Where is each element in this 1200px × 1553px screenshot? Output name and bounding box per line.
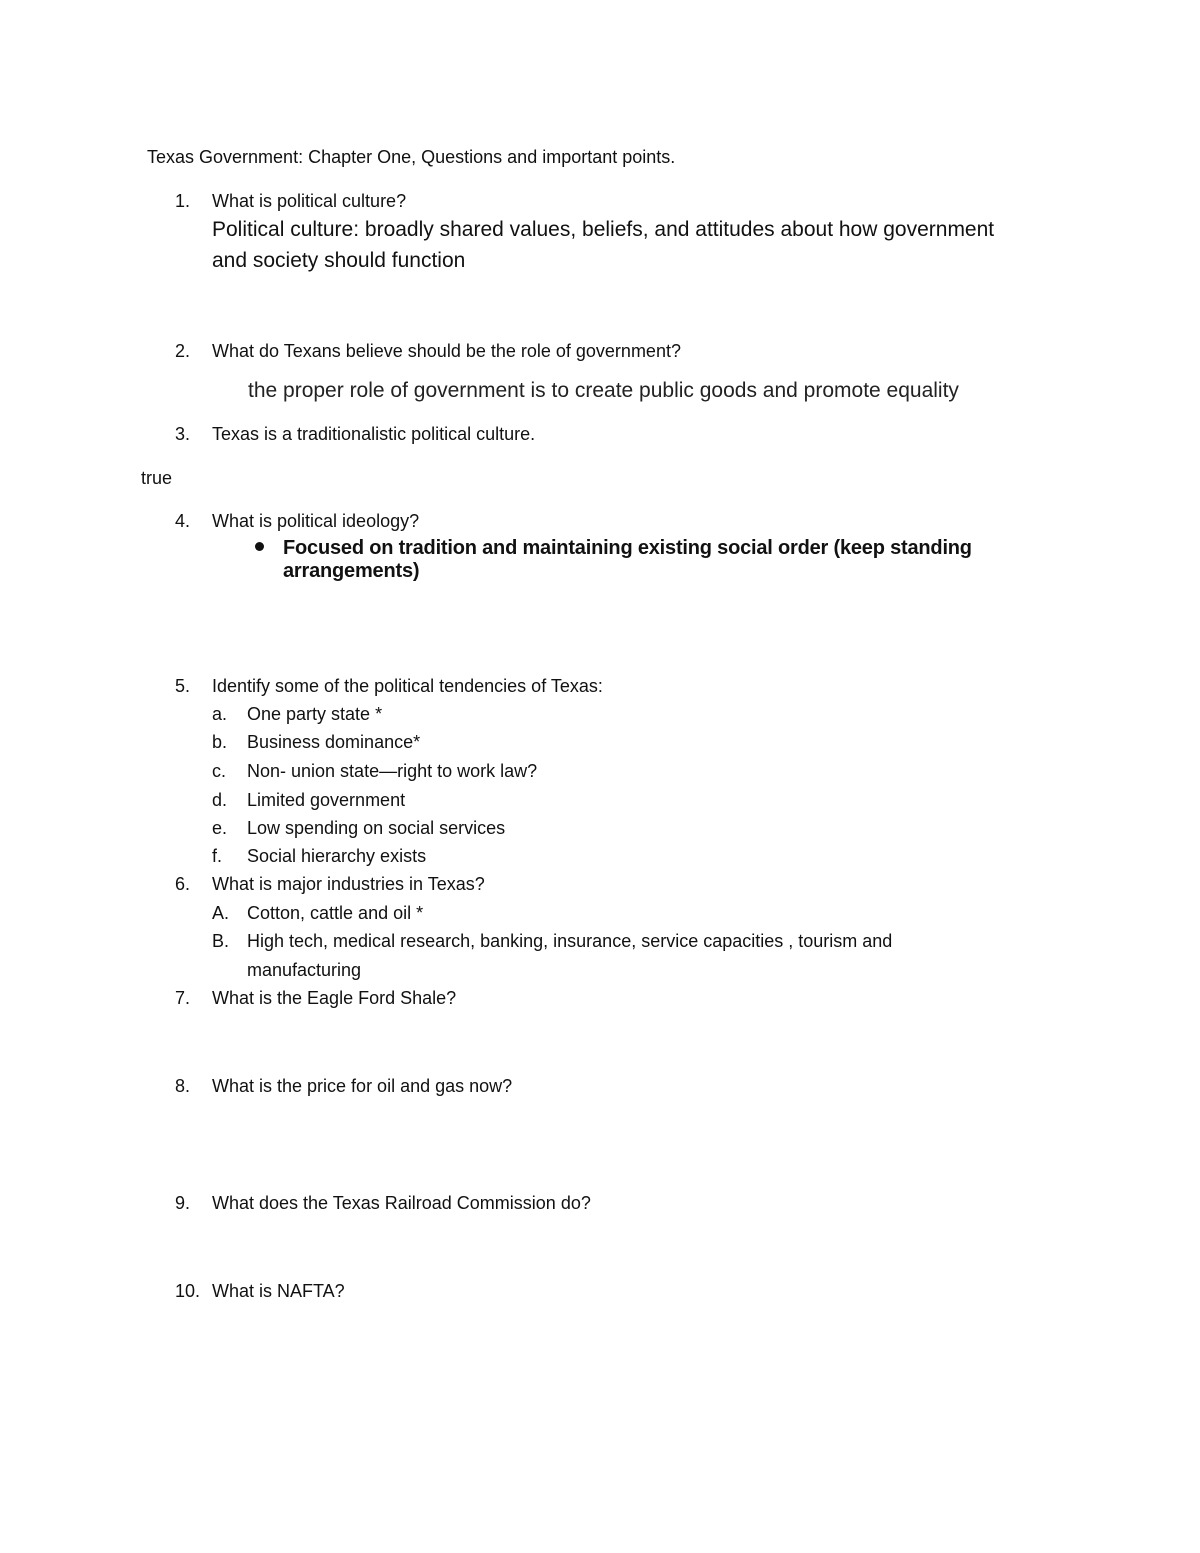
document-title: Texas Government: Chapter One, Questions and important points. — [147, 147, 676, 167]
question-1-answer-line-1: Political culture: broadly shared values, beliefs, and attitudes about how government — [212, 218, 995, 241]
question-7-text: What is the Eagle Ford Shale? — [212, 988, 457, 1008]
list-item-marker: f. — [212, 846, 223, 866]
question-2-answer: the proper role of government is to create public goods and promote equality — [248, 379, 959, 402]
list-item-marker: a. — [212, 704, 228, 724]
question-10-text: What is NAFTA? — [212, 1281, 345, 1301]
question-5-text: Identify some of the political tendencies of Texas: — [212, 676, 603, 696]
question-4-text: What is political ideology? — [212, 511, 420, 531]
list-item-marker: d. — [212, 790, 228, 810]
question-1-answer-line-2: and society should function — [212, 249, 466, 272]
question-2-text: What do Texans believe should be the role of government? — [212, 341, 681, 361]
question-4-number: 4. — [175, 511, 191, 531]
question-5-number: 5. — [175, 676, 191, 696]
list-item-continuation: manufacturing — [247, 960, 362, 980]
list-item-marker: b. — [212, 732, 228, 752]
question-3-number: 3. — [175, 424, 191, 444]
list-item: Business dominance* — [247, 732, 421, 752]
list-item-marker: B. — [212, 931, 230, 951]
question-8-text: What is the price for oil and gas now? — [212, 1076, 513, 1096]
question-7-number: 7. — [175, 988, 191, 1008]
question-4-answer-line-1: Focused on tradition and maintaining existing social order (keep standing — [283, 537, 972, 559]
list-item: Cotton, cattle and oil * — [247, 903, 424, 923]
list-item-marker: A. — [212, 903, 230, 923]
question-6-text: What is major industries in Texas? — [212, 874, 485, 894]
question-4-answer-line-2: arrangements) — [283, 560, 420, 582]
question-10-number: 10. — [175, 1281, 201, 1301]
list-item: Non- union state—right to work law? — [247, 761, 538, 781]
question-8-number: 8. — [175, 1076, 191, 1096]
list-item-marker: c. — [212, 761, 227, 781]
question-9-number: 9. — [175, 1193, 191, 1213]
question-1-number: 1. — [175, 191, 191, 211]
question-2-number: 2. — [175, 341, 191, 361]
list-item-marker: e. — [212, 818, 228, 838]
bullet-dot — [255, 542, 264, 551]
list-item: Limited government — [247, 790, 406, 810]
list-item: High tech, medical research, banking, insurance, service capacities , tourism and — [247, 931, 893, 951]
question-3-text: Texas is a traditionalistic political culture. — [212, 424, 536, 444]
question-6-number: 6. — [175, 874, 191, 894]
list-item: One party state * — [247, 704, 383, 724]
list-item: Low spending on social services — [247, 818, 506, 838]
list-item: Social hierarchy exists — [247, 846, 427, 866]
question-3-answer: true — [141, 468, 173, 488]
question-1-text: What is political culture? — [212, 191, 407, 211]
question-9-text: What does the Texas Railroad Commission do? — [212, 1193, 591, 1213]
